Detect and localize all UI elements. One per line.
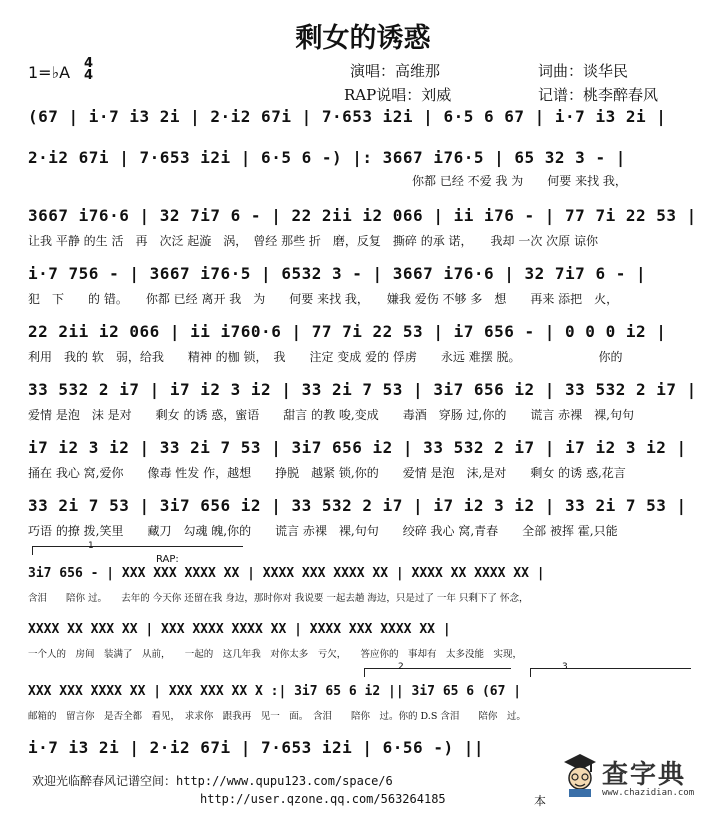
cartoon-scholar-icon <box>560 752 600 798</box>
singer-credit: 演唱：高维那 <box>350 62 441 80</box>
volta-bracket-1 <box>32 546 243 555</box>
volta-number-1: 1 <box>88 541 94 551</box>
notation-row: XXXX XX XXX XX | XXX XXXX XXXX XX | XXXX XXX XXXX XX | <box>28 622 451 637</box>
composer-credit: 词曲：谈华民 <box>538 62 629 80</box>
watermark-logo <box>536 752 712 800</box>
footer-line-1: 欢迎光临醉春风记谱空间：http://www.qupu123.com/space/6 <box>32 774 393 788</box>
rap-singer-credit: RAP说唱：刘威 <box>344 86 452 104</box>
lyric-line: 犯 下 的 错。 你都 已经 离开 我 为 何要 来找 我， 嫌我 爱伤 不够 多 想 再来 添把 火， <box>28 292 619 306</box>
notation-row: 3i7 656 - | XXX XXX XXXX XX | XXXX XXX XXXX XX | XXXX XX XXXX XX | <box>28 566 545 581</box>
notation-row: i7 i2 3 i2 | 33 2i 7 53 | 3i7 656 i2 | 33 532 2 i7 | i7 i2 3 i2 | <box>28 438 687 457</box>
song-title: 剩女的诱惑 <box>295 23 431 54</box>
lyric-line: 含泪 陪你 过。 去年的 今天你 还留在我 身边，那时你对 我说要 一起去趟 海边，只是过了 一年 只剩下了 怀念， <box>28 593 529 604</box>
notation-row: 33 2i 7 53 | 3i7 656 i2 | 33 532 2 i7 | i7 i2 3 i2 | 33 2i 7 53 | <box>28 496 687 515</box>
key-signature: 1=♭A <box>28 63 71 82</box>
footer-bottom-char: 本 <box>534 794 547 808</box>
notation-row: 3667 i76·6 | 32 7i7 6 - | 22 2ii i2 066 | ii i76 - | 77 7i 22 53 | <box>28 206 697 225</box>
transcriber-credit: 记谱：桃李醉春风 <box>538 86 659 104</box>
notation-row: 33 532 2 i7 | i7 i2 3 i2 | 33 2i 7 53 | 3i7 656 i2 | 33 532 2 i7 | <box>28 380 697 399</box>
lyric-line: 一个人的 房间 装满了 从前， 一起的 这几年我 对你太多 亏欠， 答应你的 事却有 太多没能 实现， <box>28 649 523 660</box>
volta-bracket-2 <box>364 668 511 677</box>
notation-row: (67 | i·7 i3 2i | 2·i2 67i | 7·653 i2i | 6·5 6 67 | i·7 i3 2i | <box>28 107 667 126</box>
time-signature-top: 4 <box>84 56 94 71</box>
lyric-line: 让我 平静 的生 活 再 次泛 起漩 涡， 曾经 那些 折 磨，反复 撕碎 的承 诺， 我却 一次 次原 谅你 <box>28 234 598 248</box>
lyric-line: 爱情 是泡 沫 是对 剩女 的诱 惑，蜜语 甜言 的教 唆,变成 毒酒 穿肠 过,你的 谎言 赤裸 裸,句句 <box>28 408 634 422</box>
logo-url: www.chazidian.com <box>602 788 695 798</box>
time-signature-bottom: 4 <box>84 68 94 83</box>
time-signature <box>84 58 93 82</box>
volta-number-3: 3 <box>562 662 568 672</box>
footer-line-2: http://user.qzone.qq.com/563264185 <box>200 792 446 806</box>
notation-row: XXX XXX XXXX XX | XXX XXX XX X :| 3i7 65 6 i2 || 3i7 65 6 (67 | <box>28 684 522 699</box>
lyric-line: 你都 已经 不爱 我 为 何要 来找 我， <box>412 174 627 188</box>
notation-row: 2·i2 67i | 7·653 i2i | 6·5 6 -) |: 3667 i76·5 | 65 32 3 - | <box>28 148 626 167</box>
notation-row: 22 2ii i2 066 | ii i760·6 | 77 7i 22 53 | i7 656 - | 0 0 0 i2 | <box>28 322 667 341</box>
notation-row: i·7 i3 2i | 2·i2 67i | 7·653 i2i | 6·56 -) || <box>28 738 484 757</box>
volta-number-2: 2 <box>398 662 404 672</box>
lyric-line: 利用 我的 软 弱，给我 精神 的枷 锁， 我 注定 变成 爱的 俘虏 永远 难摆 脱。 你的 <box>28 350 623 364</box>
logo-text: 查字典 <box>602 760 687 790</box>
rap-label: RAP: <box>156 554 179 565</box>
lyric-line: 捅在 我心 窝,爱你 像毒 性发 作，越想 挣脱 越紧 锁,你的 爱情 是泡 沫,是对 剩女 的诱 惑,花言 <box>28 466 626 480</box>
volta-bracket-3 <box>530 668 691 677</box>
lyric-line: 巧语 的撩 拨,笑里 藏刀 勾魂 魄,你的 谎言 赤裸 裸,句句 绞碎 我心 窝,青春 全部 被挥 霍,只能 <box>28 524 618 538</box>
lyric-line: 邮箱的 留言你 是否全都 看见， 求求你 跟我再 见一 面。 含泪 陪你 过。你的 D.S 含泪 陪你 过。 <box>28 711 526 722</box>
notation-row: i·7 756 - | 3667 i76·5 | 6532 3 - | 3667 i76·6 | 32 7i7 6 - | <box>28 264 647 283</box>
